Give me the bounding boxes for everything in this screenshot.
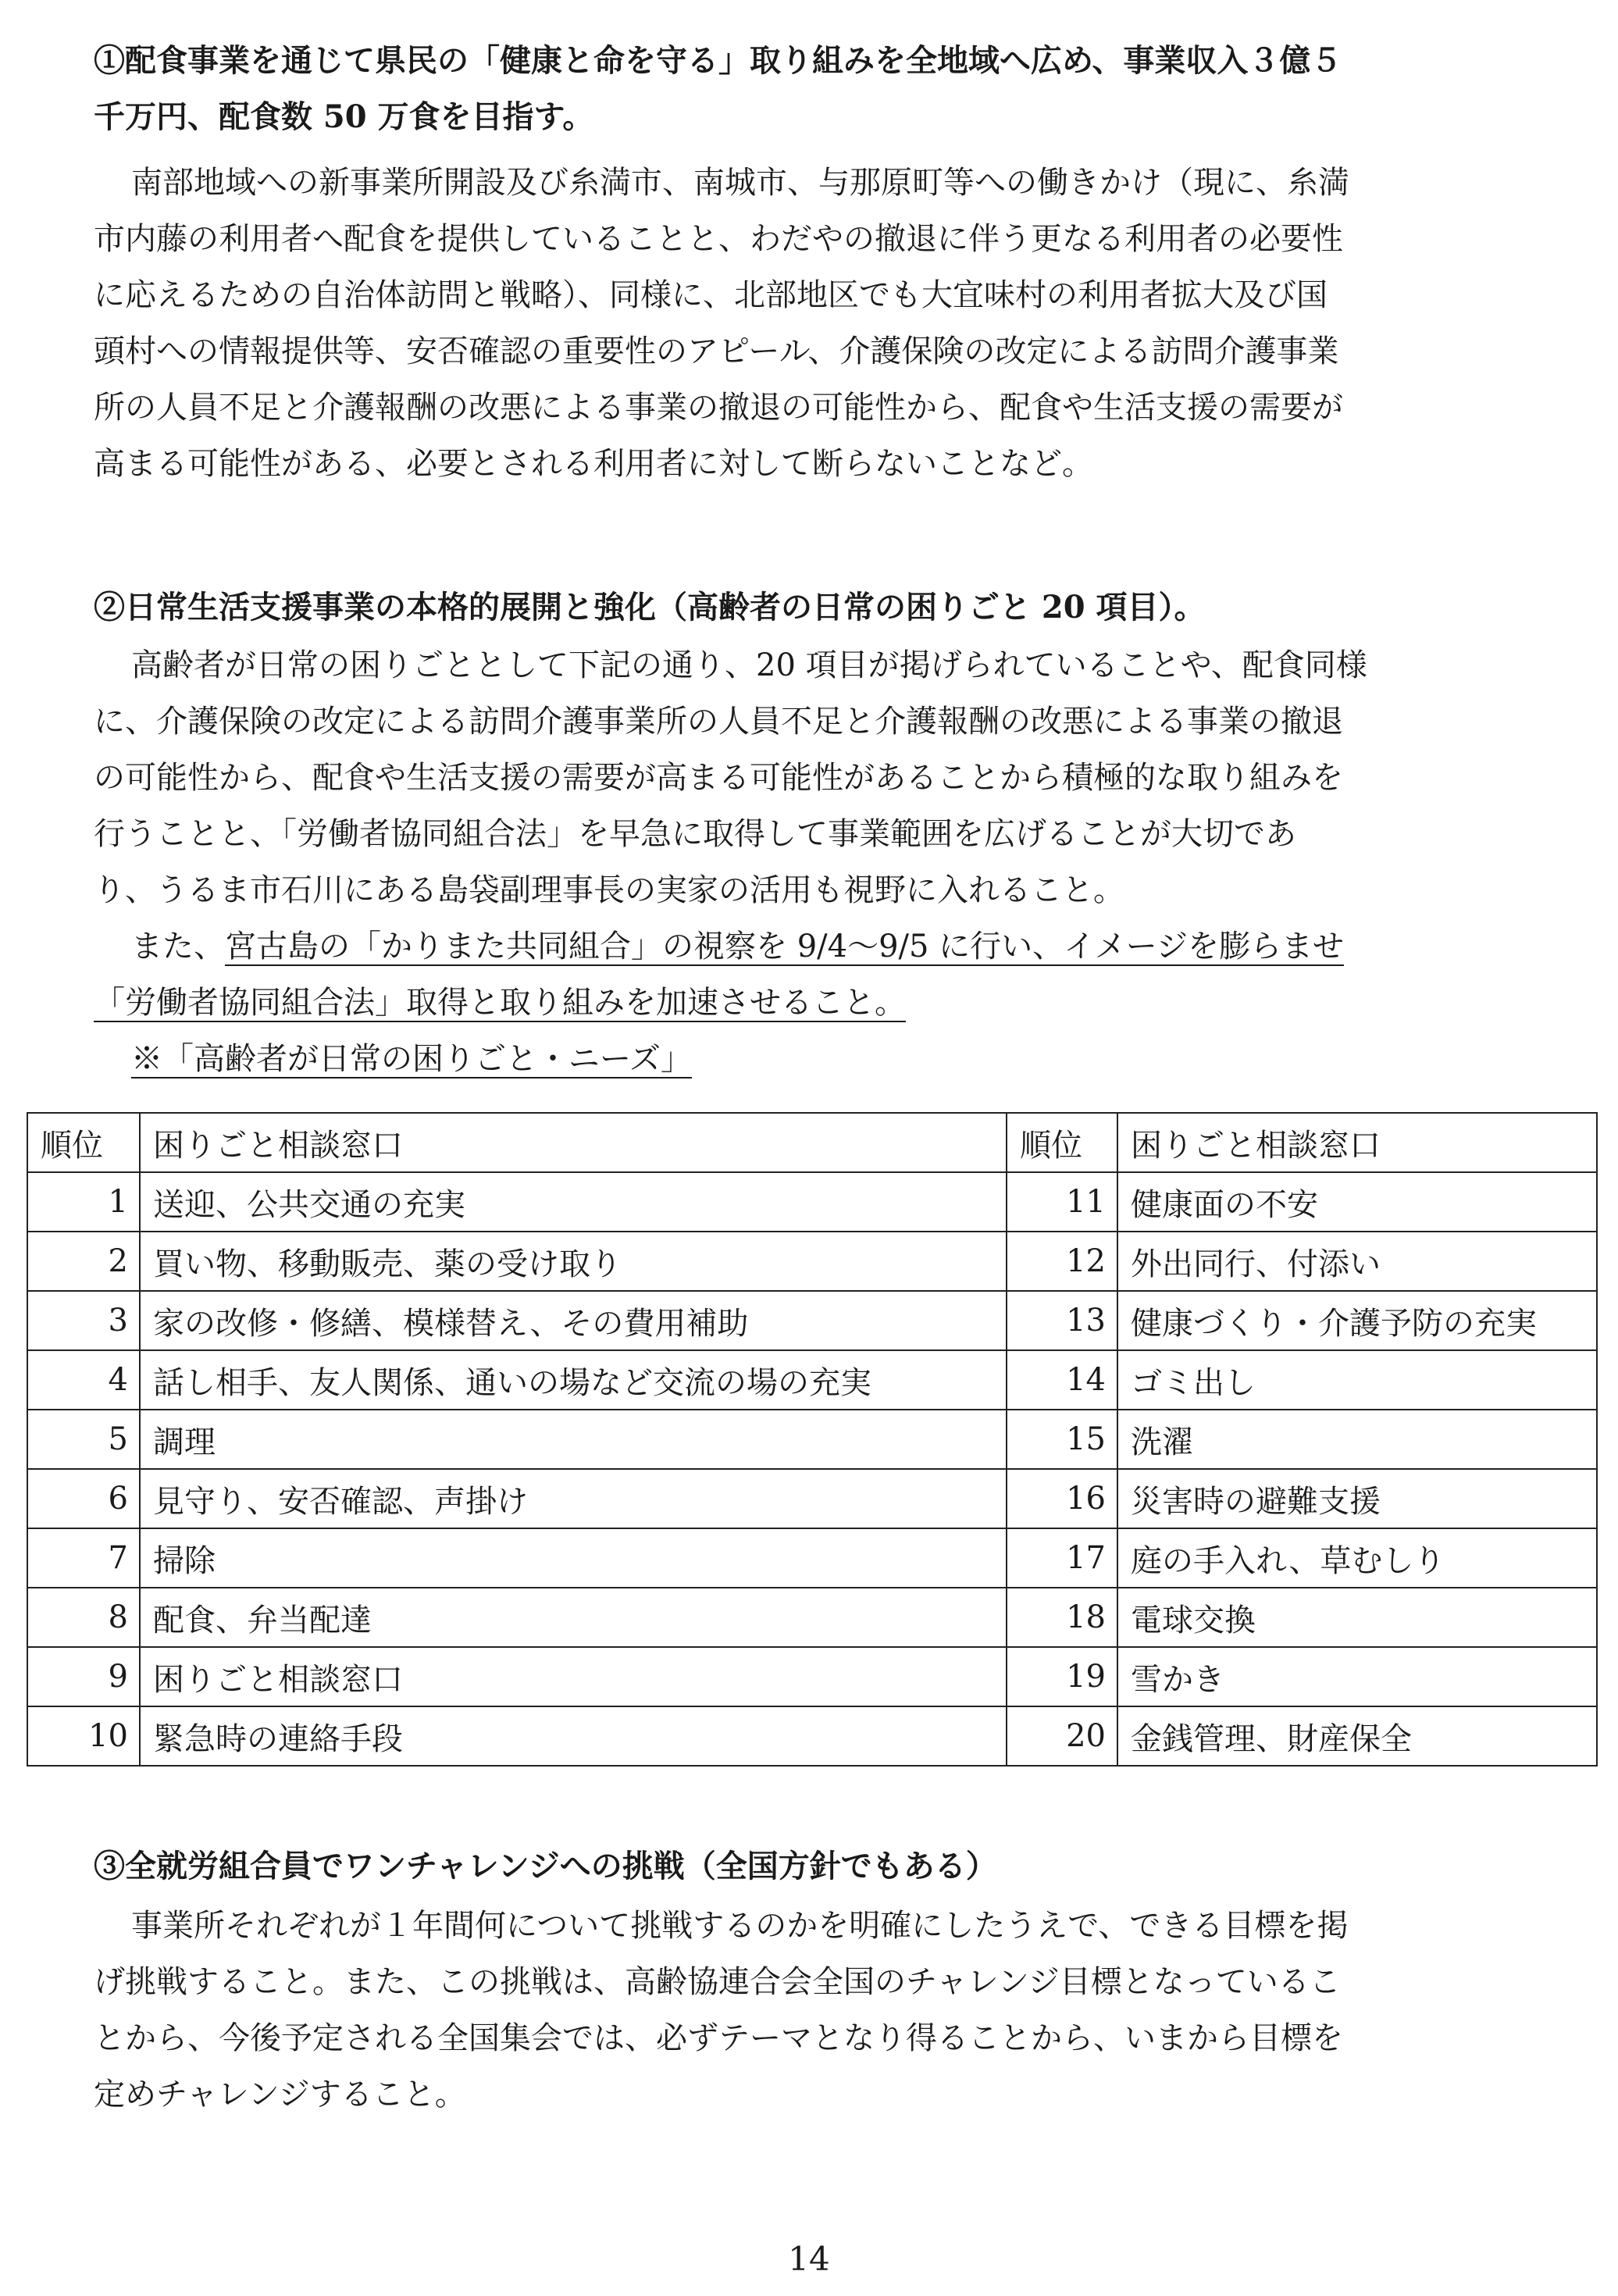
section1-body-line: 南部地域への新事業所開設及び糸満市、南城市、与那原町等への働きかけ（現に、糸満 [131,165,1349,201]
table-note: ※「高齢者が日常の困りごと・ニーズ」 [131,1041,692,1077]
section1-body-line: に応えるための自治体訪問と戦略）、同様に、北部地区でも大宜味村の利用者拡大及び国 [94,277,1328,313]
needs-table [27,1112,1598,1767]
section3-heading [94,1838,997,1895]
table-row [27,1232,1597,1291]
table-note-line [94,1031,1367,1087]
rank-cell: 17 [1007,1528,1117,1588]
item-cell: 見守り、安否確認、声掛け [140,1469,1007,1528]
section2-heading-line: ②日常生活支援事業の本格的展開と強化（高齢者の日常の困りごと 20 項目）。 [94,589,1206,626]
item-cell: 洗濯 [1117,1410,1597,1469]
table-header-item-a: 困りごと相談窓口 [140,1113,1007,1172]
section2-body [94,637,1367,1087]
item-cell: 送迎、公共交通の充実 [140,1172,1007,1232]
section1-heading-line: 千万円、配食数 50 万食を目指す。 [94,98,594,135]
section1-body-line: 所の人員不足と介護報酬の改悪による事業の撤退の可能性から、配食や生活支援の需要が [94,390,1343,426]
section2-body-line: に、介護保険の改定による訪問介護事業所の人員不足と介護報酬の改悪による事業の撤退 [94,704,1343,740]
rank-cell: 3 [27,1291,140,1350]
item-cell: 話し相手、友人関係、通いの場など交流の場の充実 [140,1350,1007,1410]
table-row [27,1588,1597,1647]
section1-body-line: 頭村への情報提供等、安否確認の重要性のアピール、介護保険の改定による訪問介護事業 [94,333,1339,369]
item-cell: 健康面の不安 [1117,1172,1597,1232]
item-cell: 電球交換 [1117,1588,1597,1647]
item-cell: 健康づくり・介護予防の充実 [1117,1291,1597,1350]
section1-body-line: 高まる可能性がある、必要とされる利用者に対して断らないことなど。 [94,446,1093,482]
rank-cell: 18 [1007,1588,1117,1647]
item-cell: 調理 [140,1410,1007,1469]
section3-body-line: げ挑戦すること。また、この挑戦は、高齢協連合会全国のチャレンジ目標となっているこ [94,1964,1341,2000]
table-row [27,1528,1597,1588]
rank-cell: 1 [27,1172,140,1232]
item-cell: 庭の手入れ、草むしり [1117,1528,1597,1588]
rank-cell: 20 [1007,1706,1117,1766]
table-row [27,1706,1597,1766]
rank-cell: 4 [27,1350,140,1410]
rank-cell: 10 [27,1706,140,1766]
table-row [27,1172,1597,1232]
page-number: 14 [788,2240,830,2278]
section2-heading [94,579,1206,636]
rank-cell: 12 [1007,1232,1117,1291]
rank-cell: 15 [1007,1410,1117,1469]
rank-cell: 8 [27,1588,140,1647]
item-cell: 配食、弁当配達 [140,1588,1007,1647]
table-row [27,1410,1597,1469]
section3-body-line: 定めチャレンジすること。 [94,2077,466,2112]
section1-body [94,155,1349,492]
section2-also-line [94,918,1367,975]
section1-heading-line: ①配食事業を通じて県民の「健康と命を守る」取り組みを全地域へ広め、事業収入３億５ [94,42,1342,79]
section3-body-line: とから、今後予定される全国集会では、必ずテーマとなり得ることから、いまから目標を [94,2020,1343,2056]
section2-also-underlined: 「労働者協同組合法」取得と取り組みを加速させること。 [94,985,906,1021]
item-cell: 家の改修・修繕、模様替え、その費用補助 [140,1291,1007,1350]
section2-body-line: の可能性から、配食や生活支援の需要が高まる可能性があることから積極的な取り組みを [94,760,1343,796]
rank-cell: 6 [27,1469,140,1528]
section3-body [94,1898,1348,2123]
table-row [27,1350,1597,1410]
item-cell: 雪かき [1117,1647,1597,1706]
table-header-rank-a: 順位 [27,1113,140,1172]
item-cell: 金銭管理、財産保全 [1117,1706,1597,1766]
rank-cell: 2 [27,1232,140,1291]
rank-cell: 16 [1007,1469,1117,1528]
section1-heading [94,33,1342,145]
item-cell: 緊急時の連絡手段 [140,1706,1007,1766]
section2-body-line: り、うるま市石川にある島袋副理事長の実家の活用も視野に入れること。 [94,872,1124,908]
table-row [27,1291,1597,1350]
section3-body-line: 事業所それぞれが１年間何について挑戦するのかを明確にしたうえで、できる目標を掲 [131,1908,1349,1944]
rank-cell: 19 [1007,1647,1117,1706]
rank-cell: 5 [27,1410,140,1469]
section2-also-prefix: また、 [131,929,225,964]
item-cell: ゴミ出し [1117,1350,1597,1410]
rank-cell: 7 [27,1528,140,1588]
rank-cell: 11 [1007,1172,1117,1232]
table-header-rank-b: 順位 [1007,1113,1117,1172]
item-cell: 災害時の避難支援 [1117,1469,1597,1528]
section1-body-line: 市内藤の利用者へ配食を提供していることと、わだやの撤退に伴う更なる利用者の必要性 [94,221,1343,257]
table-header-row [27,1113,1597,1172]
item-cell: 困りごと相談窓口 [140,1647,1007,1706]
section2-also-underlined: 宮古島の「かりまた共同組合」の視察を 9/4～9/5 に行い、イメージを膨らませ [225,929,1344,964]
rank-cell: 14 [1007,1350,1117,1410]
item-cell: 買い物、移動販売、薬の受け取り [140,1232,1007,1291]
rank-cell: 13 [1007,1291,1117,1350]
section2-also-line-2 [94,975,1367,1031]
rank-cell: 9 [27,1647,140,1706]
table-row [27,1647,1597,1706]
section3-heading-line: ③全就労組合員でワンチャレンジへの挑戦（全国方針でもある） [94,1848,997,1884]
section2-body-line: 高齢者が日常の困りごととして下記の通り、20 項目が掲げられていることや、配食同様 [131,647,1367,683]
item-cell: 外出同行、付添い [1117,1232,1597,1291]
section2-body-line: 行うことと、「労働者協同組合法」を早急に取得して事業範囲を広げることが大切であ [94,816,1296,852]
table-header-item-b: 困りごと相談窓口 [1117,1113,1597,1172]
table-row [27,1469,1597,1528]
item-cell: 掃除 [140,1528,1007,1588]
